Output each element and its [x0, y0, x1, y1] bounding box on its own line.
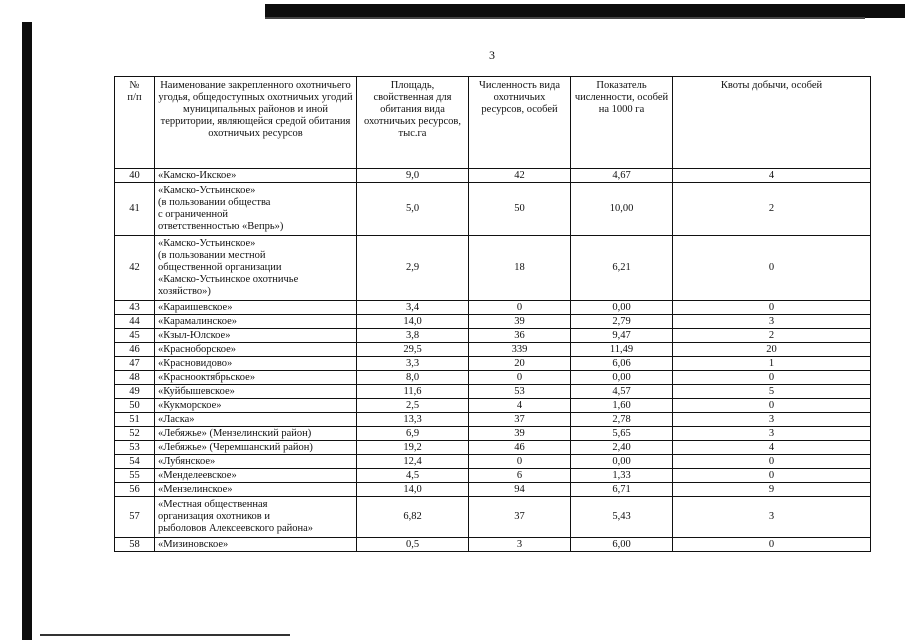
- cell-density: 6,00: [571, 538, 673, 552]
- cell-density: 5,43: [571, 497, 673, 538]
- cell-density: 11,49: [571, 343, 673, 357]
- cell-population: 46: [469, 441, 571, 455]
- cell-index: 54: [115, 455, 155, 469]
- cell-territory-name: «Караишевское»: [155, 301, 357, 315]
- cell-density: 10,00: [571, 183, 673, 236]
- cell-area: 6,9: [357, 427, 469, 441]
- cell-population: 37: [469, 413, 571, 427]
- cell-index: 47: [115, 357, 155, 371]
- header-index: № п/п: [115, 77, 155, 169]
- table-row: [115, 357, 871, 371]
- cell-population: 39: [469, 315, 571, 329]
- cell-index: 53: [115, 441, 155, 455]
- table-row: [115, 301, 871, 315]
- cell-quota: 0: [673, 455, 871, 469]
- cell-quota: 0: [673, 236, 871, 301]
- table-row: [115, 497, 871, 538]
- cell-population: 4: [469, 399, 571, 413]
- cell-density: 2,40: [571, 441, 673, 455]
- table-row: [115, 483, 871, 497]
- table-row: [115, 236, 871, 301]
- hunting-quota-table: [114, 76, 871, 552]
- cell-quota: 2: [673, 183, 871, 236]
- table-row: [115, 371, 871, 385]
- cell-territory-name: «Лебяжье» (Черемшанский район): [155, 441, 357, 455]
- cell-population: 0: [469, 455, 571, 469]
- scan-border-top-thin: [265, 17, 865, 19]
- cell-index: 57: [115, 497, 155, 538]
- cell-area: 3,3: [357, 357, 469, 371]
- cell-territory-name: «Кукморское»: [155, 399, 357, 413]
- cell-territory-name: «Карамалинское»: [155, 315, 357, 329]
- cell-index: 48: [115, 371, 155, 385]
- table-row: [115, 413, 871, 427]
- header-density: Показатель численности, особей на 1000 га: [571, 77, 673, 169]
- cell-index: 41: [115, 183, 155, 236]
- cell-index: 58: [115, 538, 155, 552]
- cell-territory-name: «Мензелинское»: [155, 483, 357, 497]
- cell-area: 2,5: [357, 399, 469, 413]
- cell-population: 42: [469, 169, 571, 183]
- cell-quota: 20: [673, 343, 871, 357]
- cell-territory-name: «Кзыл-Юлское»: [155, 329, 357, 343]
- cell-area: 0,5: [357, 538, 469, 552]
- cell-density: 0,00: [571, 301, 673, 315]
- cell-population: 37: [469, 497, 571, 538]
- cell-territory-name: «Ласка»: [155, 413, 357, 427]
- cell-density: 2,78: [571, 413, 673, 427]
- cell-area: 14,0: [357, 483, 469, 497]
- header-population: Численность вида охотничьих ресурсов, особей: [469, 77, 571, 169]
- table-row: [115, 399, 871, 413]
- table-header-row: [115, 77, 871, 169]
- table-row: [115, 538, 871, 552]
- cell-quota: 4: [673, 169, 871, 183]
- cell-quota: 0: [673, 301, 871, 315]
- cell-territory-name: «Камско-Устьинское» (в пользовании общества с ограниченной ответственностью «Вепрь»): [155, 183, 357, 236]
- cell-quota: 2: [673, 329, 871, 343]
- cell-index: 43: [115, 301, 155, 315]
- cell-population: 3: [469, 538, 571, 552]
- cell-territory-name: «Камско-Икское»: [155, 169, 357, 183]
- cell-population: 339: [469, 343, 571, 357]
- cell-quota: 3: [673, 497, 871, 538]
- cell-area: 4,5: [357, 469, 469, 483]
- table-row: [115, 169, 871, 183]
- cell-area: 13,3: [357, 413, 469, 427]
- cell-density: 0,00: [571, 371, 673, 385]
- cell-index: 46: [115, 343, 155, 357]
- cell-territory-name: «Мизиновское»: [155, 538, 357, 552]
- cell-density: 0,00: [571, 455, 673, 469]
- scan-border-bottom: [40, 634, 290, 636]
- cell-territory-name: «Камско-Устьинское» (в пользовании местной общественной организации «Камско-Устьинское охотничье хозяйство»): [155, 236, 357, 301]
- cell-territory-name: «Куйбышевское»: [155, 385, 357, 399]
- cell-index: 42: [115, 236, 155, 301]
- table-row: [115, 455, 871, 469]
- cell-area: 11,6: [357, 385, 469, 399]
- table-row: [115, 343, 871, 357]
- cell-population: 53: [469, 385, 571, 399]
- cell-population: 94: [469, 483, 571, 497]
- cell-index: 55: [115, 469, 155, 483]
- cell-density: 6,21: [571, 236, 673, 301]
- table-row: [115, 441, 871, 455]
- cell-quota: 0: [673, 399, 871, 413]
- cell-population: 39: [469, 427, 571, 441]
- cell-population: 20: [469, 357, 571, 371]
- header-quota: Квоты добычи, особей: [673, 77, 871, 169]
- cell-territory-name: «Лубянское»: [155, 455, 357, 469]
- cell-density: 4,57: [571, 385, 673, 399]
- cell-density: 2,79: [571, 315, 673, 329]
- cell-area: 14,0: [357, 315, 469, 329]
- cell-quota: 9: [673, 483, 871, 497]
- cell-quota: 0: [673, 538, 871, 552]
- cell-area: 8,0: [357, 371, 469, 385]
- cell-index: 51: [115, 413, 155, 427]
- cell-index: 44: [115, 315, 155, 329]
- cell-quota: 0: [673, 371, 871, 385]
- table-row: [115, 427, 871, 441]
- cell-area: 2,9: [357, 236, 469, 301]
- cell-quota: 3: [673, 413, 871, 427]
- cell-territory-name: «Лебяжье» (Мензелинский район): [155, 427, 357, 441]
- table-row: [115, 315, 871, 329]
- cell-population: 36: [469, 329, 571, 343]
- cell-territory-name: «Красноборское»: [155, 343, 357, 357]
- cell-quota: 0: [673, 469, 871, 483]
- cell-population: 0: [469, 301, 571, 315]
- cell-quota: 3: [673, 315, 871, 329]
- cell-area: 29,5: [357, 343, 469, 357]
- cell-density: 6,06: [571, 357, 673, 371]
- cell-index: 40: [115, 169, 155, 183]
- cell-population: 6: [469, 469, 571, 483]
- header-area: Площадь, свойственная для обитания вида охотничьих ресурсов, тыс.га: [357, 77, 469, 169]
- cell-area: 12,4: [357, 455, 469, 469]
- cell-density: 6,71: [571, 483, 673, 497]
- cell-population: 0: [469, 371, 571, 385]
- table-row: [115, 329, 871, 343]
- cell-territory-name: «Красновидово»: [155, 357, 357, 371]
- cell-territory-name: «Краснооктябрьское»: [155, 371, 357, 385]
- cell-index: 56: [115, 483, 155, 497]
- table-row: [115, 385, 871, 399]
- cell-area: 3,8: [357, 329, 469, 343]
- cell-area: 3,4: [357, 301, 469, 315]
- cell-density: 4,67: [571, 169, 673, 183]
- cell-territory-name: «Менделеевское»: [155, 469, 357, 483]
- scan-border-left: [22, 22, 32, 640]
- header-territory-name: Наименование закрепленного охотничьего угодья, общедоступных охотничьих угодий муниципальных районов и иной территории, являющейся средой обитания охотничьих ресурсов: [155, 77, 357, 169]
- cell-quota: 3: [673, 427, 871, 441]
- cell-area: 19,2: [357, 441, 469, 455]
- cell-population: 18: [469, 236, 571, 301]
- cell-index: 49: [115, 385, 155, 399]
- cell-index: 45: [115, 329, 155, 343]
- table-row: [115, 469, 871, 483]
- table-body: [115, 169, 871, 552]
- cell-density: 9,47: [571, 329, 673, 343]
- cell-quota: 4: [673, 441, 871, 455]
- cell-territory-name: «Местная общественная организация охотников и рыболовов Алексеевского района»: [155, 497, 357, 538]
- cell-quota: 5: [673, 385, 871, 399]
- table-row: [115, 183, 871, 236]
- cell-area: 9,0: [357, 169, 469, 183]
- cell-density: 1,60: [571, 399, 673, 413]
- cell-area: 5,0: [357, 183, 469, 236]
- page-number: 3: [489, 48, 495, 62]
- scan-border-top: [265, 4, 905, 18]
- cell-population: 50: [469, 183, 571, 236]
- cell-index: 50: [115, 399, 155, 413]
- cell-density: 5,65: [571, 427, 673, 441]
- cell-index: 52: [115, 427, 155, 441]
- cell-density: 1,33: [571, 469, 673, 483]
- cell-quota: 1: [673, 357, 871, 371]
- cell-area: 6,82: [357, 497, 469, 538]
